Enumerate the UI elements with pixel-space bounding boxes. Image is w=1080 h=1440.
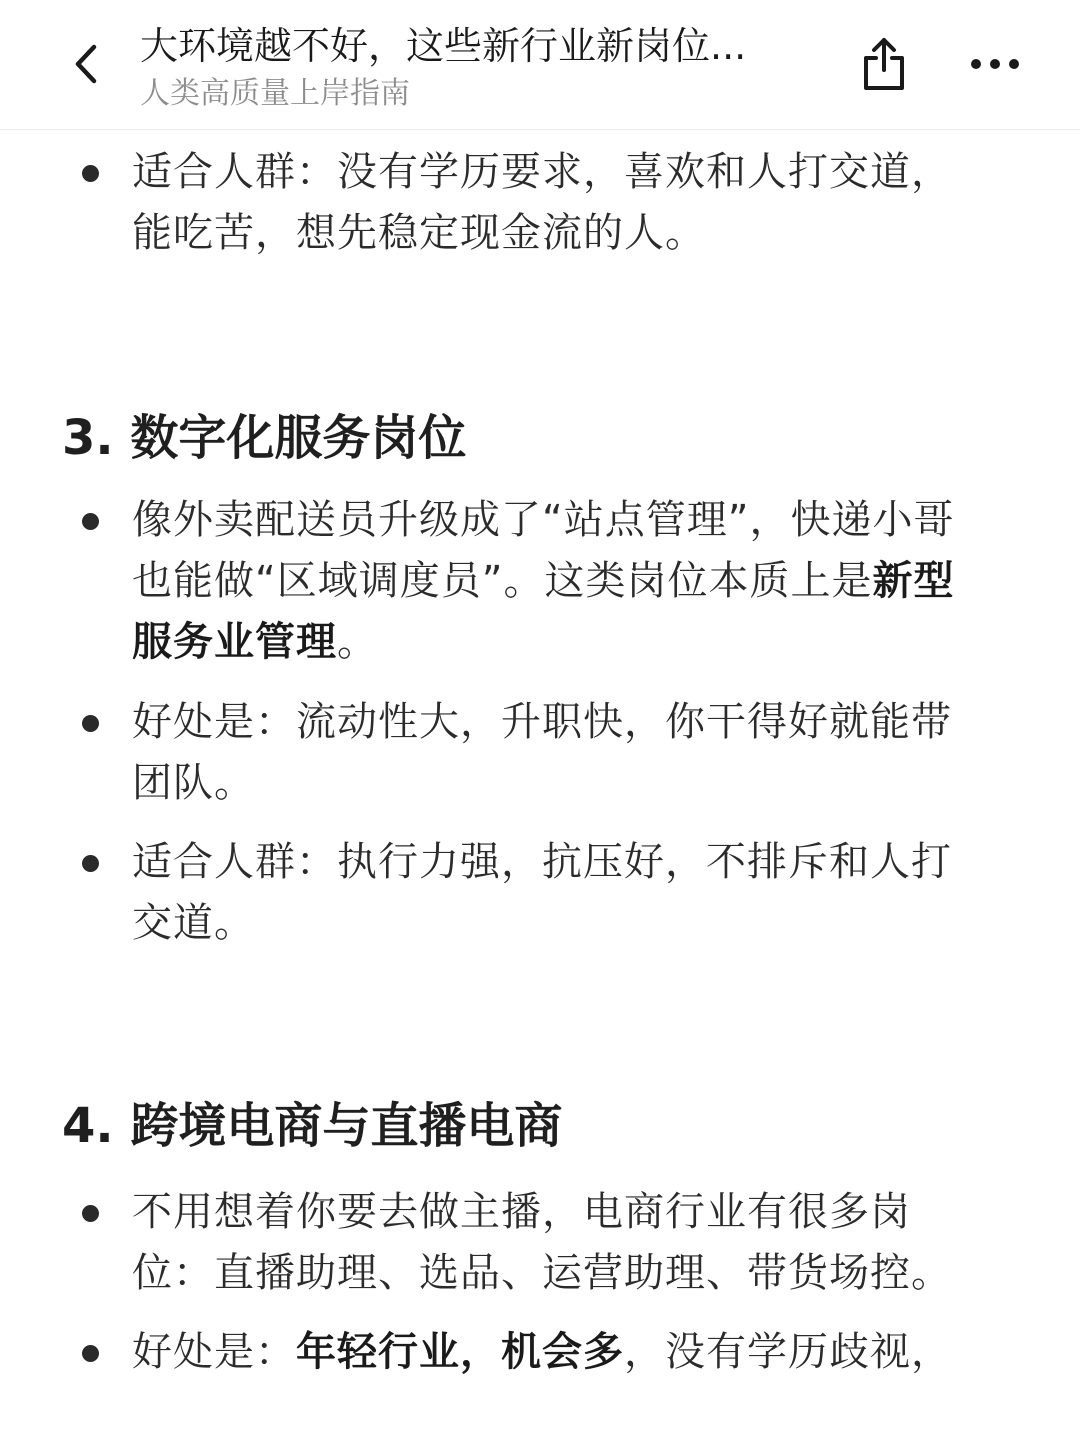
bullet-marker — [82, 1205, 99, 1222]
list-item-text — [132, 832, 992, 954]
bullet-marker — [82, 1345, 99, 1362]
bullet-marker — [82, 165, 99, 182]
page-title: 大环境越不好，这些新行业新岗位... — [140, 24, 747, 68]
list-item-text — [132, 1322, 992, 1383]
section-heading: 4. 跨境电商与直播电商 — [62, 1098, 563, 1154]
article-content — [0, 130, 1080, 1440]
bullet-marker — [82, 513, 99, 530]
share-button[interactable] — [850, 32, 918, 96]
chevron-left-icon — [66, 39, 106, 89]
back-button[interactable] — [56, 34, 116, 94]
top-nav-bar — [0, 0, 1080, 130]
text-run: 。 — [337, 619, 378, 665]
list-item-text — [132, 692, 992, 814]
section-heading: 3. 数字化服务岗位 — [62, 410, 467, 466]
bullet-marker — [82, 715, 99, 732]
list-item-text — [132, 490, 992, 673]
more-horizontal-icon — [970, 57, 1020, 71]
text-run: 好处是：流动性大，升职快，你干得好就能带团队。 — [132, 699, 952, 806]
text-run-bold: 年轻行业，机会多 — [296, 1329, 624, 1375]
text-run-bold: 新型服务业管理 — [132, 558, 955, 665]
list-item-text — [132, 1182, 992, 1304]
page-subtitle: 人类高质量上岸指南 — [140, 76, 410, 111]
share-icon — [860, 36, 908, 92]
text-run: 不用想着你要去做主播，电商行业有很多岗位：直播助理、选品、运营助理、带货场控。 — [132, 1189, 952, 1296]
bullet-marker — [82, 855, 99, 872]
text-run: ，没有学历歧视， — [624, 1329, 952, 1375]
text-run: 像外卖配送员升级成了“站点管理”，快递小哥也能做“区域调度员”。这类岗位本质上是 — [132, 497, 955, 604]
more-button[interactable] — [960, 36, 1030, 92]
text-run: 好处是： — [132, 1329, 296, 1375]
text-run: 适合人群：执行力强，抗压好，不排斥和人打交道。 — [132, 839, 952, 946]
list-item-text: 适合人群：没有学历要求，喜欢和人打交道，能吃苦，想先稳定现金流的人。 — [132, 149, 952, 256]
